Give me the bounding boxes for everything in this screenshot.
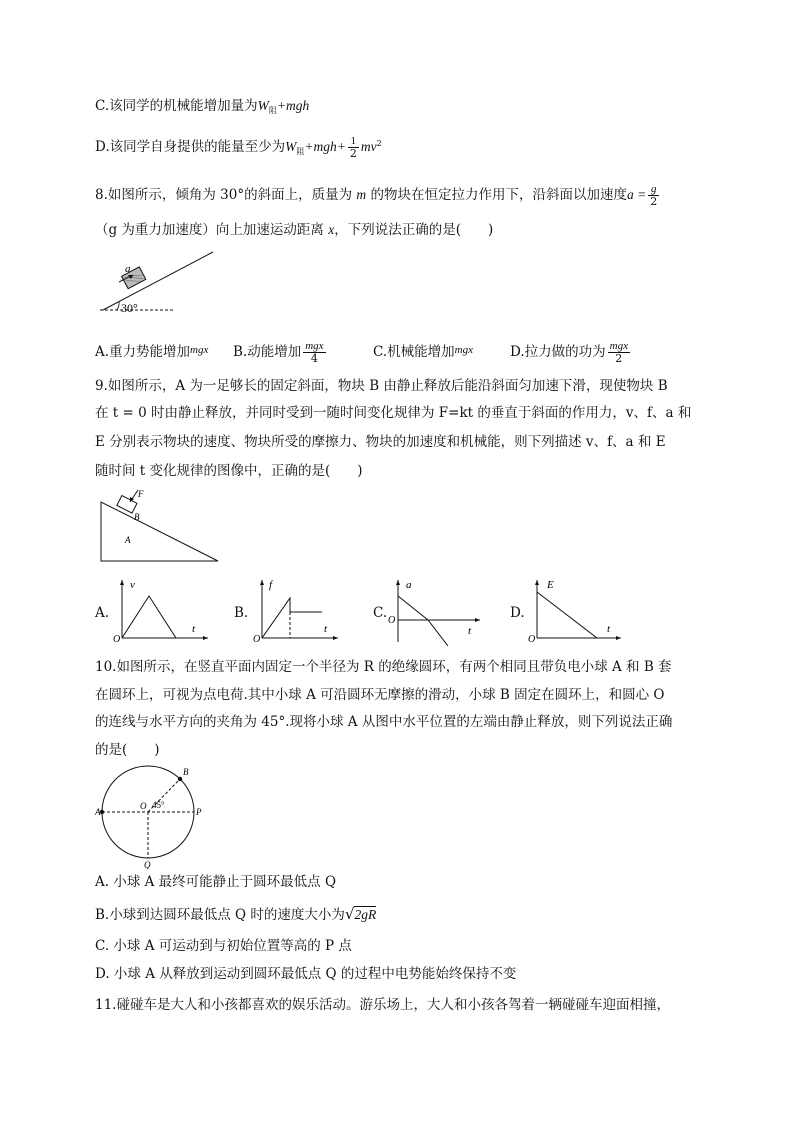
E-curve [537, 592, 597, 638]
graph-c-label: C. [373, 605, 388, 621]
q10-option-d: D. 小球 A 从释放到运动到圆环最低点 Q 的过程中电势能始终保持不变 [95, 966, 517, 982]
q9-stem-line1: 9.如图所示，A 为一足够长的固定斜面，物块 B 由静止释放后能沿斜面匀加速下滑，现使物块 B [95, 378, 668, 394]
q10-option-c: C. 小球 A 可运动到与初始位置等高的 P 点 [95, 938, 352, 954]
svg-text:E: E [547, 579, 554, 591]
svg-text:Q: Q [144, 860, 151, 869]
q10-ring-figure [95, 764, 210, 869]
svg-text:P: P [196, 807, 202, 817]
q9-stem-line4: 随时间 t 变化规律的图像中，正确的是( ) [95, 463, 363, 479]
svg-text:A: A [125, 535, 131, 545]
svg-text:B: B [183, 767, 189, 777]
q10-stem-line1: 10.如图所示，在竖直平面内固定一个半径为 R 的绝缘圆环，有两个相同且带负电小球 A 和 B 套 [95, 659, 672, 675]
q8-option-a: A.重力势能增加$^{mgx}$ [95, 344, 209, 360]
graph-c [388, 576, 488, 648]
q7-option-c: C.该同学的机械能增加量为$W_阻+mgh$ [95, 98, 310, 115]
fraction-g-over-2: $\frac{g}{2}$ [650, 183, 658, 208]
q10-stem-line4: 的是( ) [95, 742, 160, 758]
q8-incline-figure [95, 248, 220, 316]
graph-b-label: B. [234, 605, 249, 621]
q10-option-a: A. 小球 A 最终可能静止于圆环最低点 Q [95, 874, 337, 890]
svg-text:a: a [406, 579, 412, 591]
fraction-half: $\frac{1}{2}$ [349, 135, 357, 160]
graph-a [112, 576, 212, 644]
svg-text:A: A [95, 807, 101, 817]
svg-text:45°: 45° [152, 800, 165, 810]
graph-d [527, 576, 627, 644]
q8-stem-line2: （g 为重力加速度）向上加速运动距离 x，下列说法正确的是( ) [95, 222, 494, 238]
ball-b [178, 777, 182, 781]
q8-option-d: D.拉力做的功为 $\frac{\text{mgx}}{2}$ [510, 340, 628, 365]
svg-text:O: O [140, 801, 147, 811]
q8-stem-line1: 8.如图所示，倾角为 30°的斜面上，质量为 m 的物块在恒定拉力作用下，沿斜面以加速度a = $\frac{g}{2}$ [95, 183, 658, 208]
q8-option-b: B.动能增加 $\frac{\text{mgx}}{4}$ [233, 340, 324, 365]
graph-d-label: D. [510, 605, 525, 621]
block-b [117, 496, 137, 514]
svg-text:v: v [130, 579, 135, 591]
accel-label: a [125, 263, 131, 275]
q10-stem-line2: 在圆环上，可视为点电荷.其中小球 A 可沿圆环无摩擦的滑动，小球 B 固定在圆环上，和圆心 O [95, 687, 665, 703]
q9-stem-line2: 在 t = 0 时由静止释放，并同时受到一随时间变化规律为 F=kt 的垂直于斜面的作用力，v、f、a 和 [95, 405, 692, 421]
graph-b [252, 576, 352, 644]
q11-stem-line1: 11.碰碰车是大人和小孩都喜欢的娱乐活动。游乐场上，大人和小孩各驾着一辆碰碰车迎面相撞， [95, 997, 670, 1013]
q9-stem-line3: E 分别表示物块的速度、物块所受的摩擦力、物块的加速度和机械能，则下列描述 v、f、a 和 E [95, 434, 666, 450]
svg-text:O: O [113, 634, 121, 644]
svg-text:t: t [192, 623, 196, 635]
q10-stem-line3: 的连线与水平方向的夹角为 45°.现将小球 A 从图中水平位置的左端由静止释放，则下列说法正确 [95, 714, 673, 730]
q9-incline-figure [98, 488, 223, 564]
svg-text:t: t [468, 625, 472, 637]
incline-surface [103, 252, 213, 310]
svg-text:f: f [269, 579, 273, 591]
svg-text:O: O [388, 615, 396, 626]
q8-option-c: C.机械能增加$^{mgx}$ [373, 344, 473, 360]
a-curve [398, 596, 448, 646]
q7-option-d: D.该同学自身提供的能量至少为$W_阻+mgh+$ $\frac{1}{2}$ $mv^2$ [95, 135, 382, 160]
f-curve [262, 598, 322, 638]
incline-triangle [101, 502, 218, 561]
svg-text:F: F [138, 489, 144, 499]
graph-a-label: A. [95, 605, 110, 621]
svg-text:B: B [134, 512, 140, 522]
angle-label: 30° [121, 301, 138, 315]
v-curve [122, 596, 176, 638]
svg-text:O: O [528, 634, 536, 644]
svg-text:t: t [324, 623, 328, 635]
svg-text:t: t [607, 623, 611, 635]
q10-option-b: B.小球到达圆环最低点 Q 时的速度大小为√2gR [95, 905, 377, 923]
svg-text:O: O [253, 634, 261, 644]
